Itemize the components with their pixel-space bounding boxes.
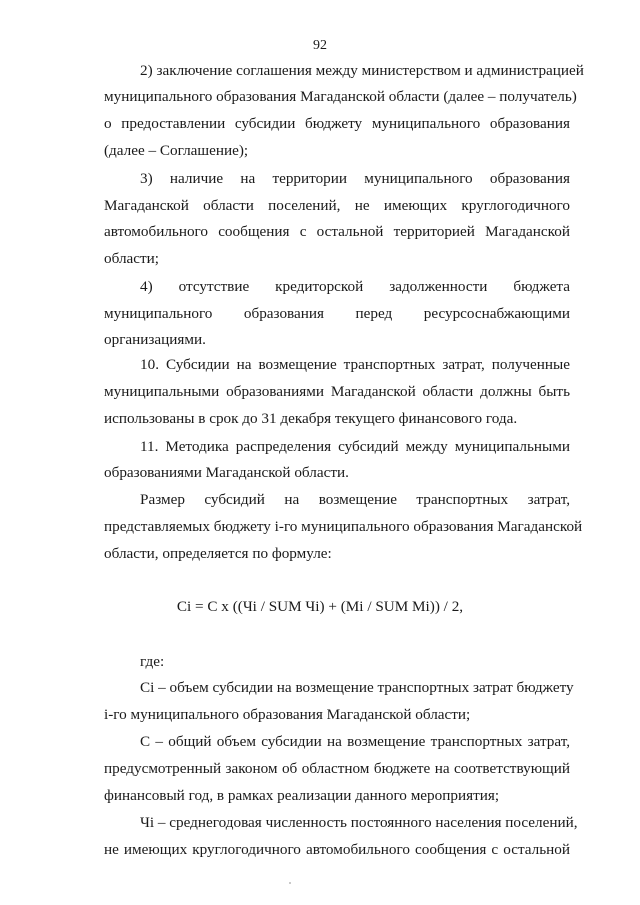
text-line: 4) отсутствие кредиторской задолженности бюджета [140, 278, 570, 295]
text-line: где: [140, 653, 165, 670]
text-line: 2) заключение соглашения между министерством и администрацией [140, 62, 584, 79]
text-line: i-го муниципального образования Магаданской области; [104, 706, 471, 723]
text-line: области; [104, 250, 159, 267]
text-line: области, определяется по формуле: [104, 545, 332, 562]
text-line: представляемых бюджету i-го муниципального образования Магаданской [104, 518, 583, 535]
text-line: организациями. [104, 331, 206, 348]
formula: Ci = C x ((Чi / SUM Чi) + (Mi / SUM Mi)) / 2, [176, 598, 464, 615]
text-line: муниципальными образованиями Магаданской области должны быть [104, 383, 570, 400]
text-line: образованиями Магаданской области. [104, 464, 349, 481]
text-line: не имеющих круглогодичного автомобильного сообщения с остальной [104, 841, 570, 858]
text-line: Размер субсидий на возмещение транспортных затрат, [140, 491, 570, 508]
text-line: Чi – среднегодовая численность постоянного населения поселений, [140, 814, 578, 831]
text-line: автомобильного сообщения с остальной территорией Магаданской [104, 223, 570, 240]
text-line: муниципального образования перед ресурсоснабжающими [104, 305, 570, 322]
scan-speck [289, 882, 291, 884]
text-line: Ci – объем субсидии на возмещение транспортных затрат бюджету [140, 679, 574, 696]
text-line: финансовый год, в рамках реализации данного мероприятия; [104, 787, 500, 804]
page-number: 92 [313, 38, 327, 53]
text-line: 10. Субсидии на возмещение транспортных затрат, полученные [140, 356, 570, 373]
text-line: (далее – Соглашение); [104, 142, 249, 159]
text-line: 3) наличие на территории муниципального образования [140, 170, 570, 187]
text-line: Магаданской области поселений, не имеющих круглогодичного [104, 197, 570, 214]
text-line: C – общий объем субсидии на возмещение транспортных затрат, [140, 733, 570, 750]
text-line: предусмотренный законом об областном бюджете на соответствующий [104, 760, 570, 777]
text-line: о предоставлении субсидии бюджету муниципального образования [104, 115, 570, 132]
text-line: муниципального образования Магаданской области (далее – получатель) [104, 88, 577, 105]
text-line: использованы в срок до 31 декабря текущего финансового года. [104, 410, 518, 427]
text-line: 11. Методика распределения субсидий между муниципальными [140, 438, 570, 455]
